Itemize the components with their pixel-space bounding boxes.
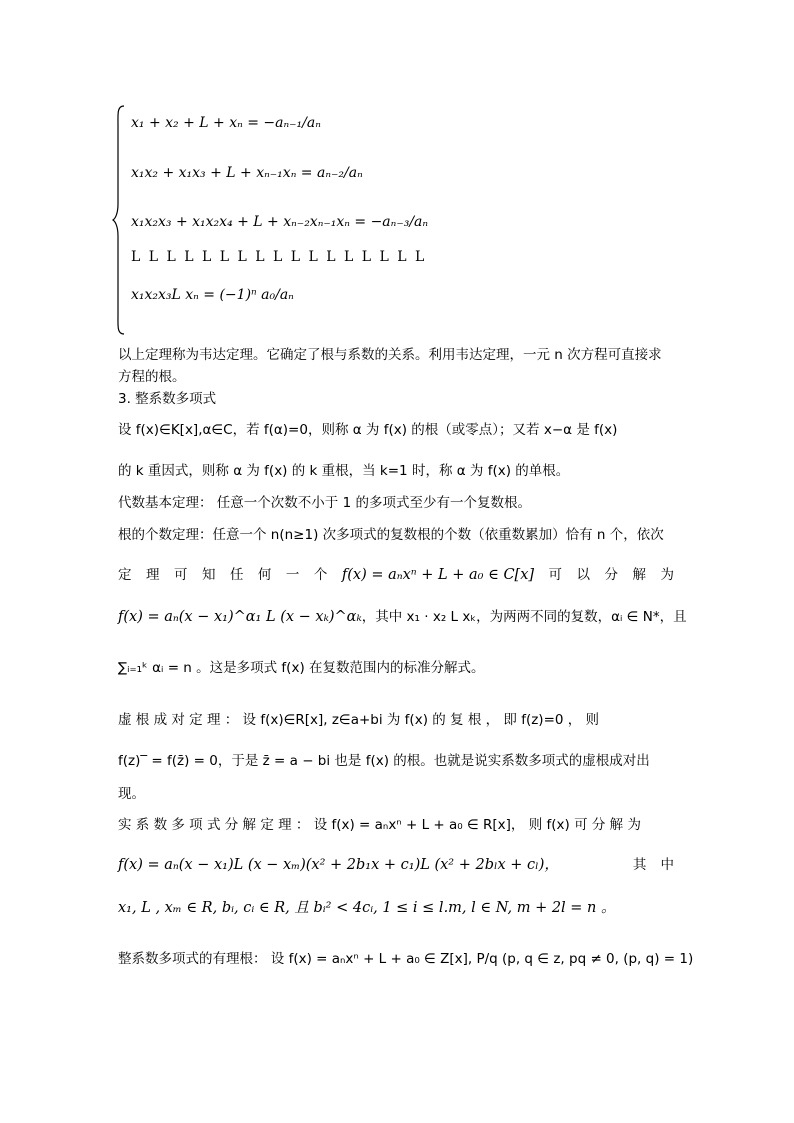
theorem-conjugate-roots-line1: 虚 根 成 对 定 理 ： 设 f(x)∈R[x], z∈a+bi 为 f(x) 的 复 根 ， 即 f(z)=0 ， 则 (118, 712, 600, 728)
text-distinct-roots: ，其中 x₁ · x₂ L xₖ，为两两不同的复数，αᵢ ∈ N*，且 (361, 609, 687, 625)
text-qi: 其 (632, 857, 647, 873)
spread-char: 理 (145, 567, 160, 583)
spread-char: 分 (604, 567, 618, 583)
theorem-root-count-line2 (118, 566, 674, 584)
section-heading: 3. 整系数多项式 (118, 391, 217, 407)
paragraph-vieta-summary-line2: 方程的根。 (118, 369, 186, 385)
theorem-real-factorization-line1: 实 系 数 多 项 式 分 解 定 理 ： 设 f(x) = aₙxⁿ + L + a₀ ∈ R[x]， 则 f(x) 可 分 解 为 (118, 817, 641, 833)
theorem-rational-roots: 整系数多项式的有理根： 设 f(x) = aₙxⁿ + L + a₀ ∈ Z[x], P/q (p, q ∈ z, pq ≠ 0, (p, q) = 1) (118, 951, 694, 967)
spread-char: 可 (173, 567, 188, 583)
theorem-conjugate-roots-line2: f(z)‾ = f(z̄) = 0，于是 z̄ = a − bi 也是 f(x) 的根。也就是说实系数多项式的虚根成对出 (118, 753, 650, 769)
spread-char: 个 (313, 567, 328, 583)
spread-char: 任 (229, 567, 244, 583)
vieta-row-1: x₁ + x₂ + L + xₙ = −aₙ₋₁/aₙ (131, 115, 321, 131)
formula-real-conditions: x₁, L , xₘ ∈ R, bᵢ, cᵢ ∈ R, 且 bᵢ² < 4cᵢ, 1 ≤ i ≤ l.m, l ∈ N, m + 2l = n 。 (118, 900, 616, 916)
spread-char: 可 (548, 567, 563, 583)
spread-char: 知 (201, 567, 216, 583)
spread-char: 为 (660, 567, 674, 583)
theorem-root-count-line3 (118, 608, 687, 626)
spread-char: 一 (285, 567, 300, 583)
theorem-root-count-line1: 根的个数定理：任意一个 n(n≥1) 次多项式的复数根的个数（依重数累加）恰有 n 个，依次 (118, 527, 664, 543)
paragraph-root-definition-line1: 设 f(x)∈K[x],α∈C，若 f(α)=0，则称 α 为 f(x) 的根（或零点）；又若 x−α 是 f(x) (118, 422, 618, 438)
spread-char: 解 (632, 567, 646, 583)
left-brace (112, 104, 126, 336)
formula-complex-factorization: f(x) = aₙ(x − x₁)^α₁ L (x − xₖ)^αₖ (118, 609, 362, 625)
vieta-row-4: L L L L L L L L L L L L L L L L L (131, 249, 427, 265)
theorem-fundamental-algebra: 代数基本定理： 任意一个次数不小于 1 的多项式至少有一个复数根。 (118, 495, 531, 511)
vieta-row-3: x₁x₂x₃ + x₁x₂x₄ + L + xₙ₋₂xₙ₋₁xₙ = −aₙ₋₃/aₙ (131, 214, 429, 230)
vieta-row-5: x₁x₂x₃L xₙ = (−1)ⁿ a₀/aₙ (131, 287, 294, 303)
spread-char: 以 (576, 567, 591, 583)
text-zhong: 中 (660, 857, 674, 873)
paragraph-vieta-summary-line1: 以上定理称为韦达定理。它确定了根与系数的关系。利用韦达定理，一元 n 次方程可直接求 (118, 347, 662, 363)
theorem-conjugate-roots-line3: 现。 (118, 786, 145, 802)
vieta-row-2: x₁x₂ + x₁x₃ + L + xₙ₋₁xₙ = aₙ₋₂/aₙ (131, 165, 363, 181)
formula-polynomial-c: f(x) = aₙxⁿ + L + a₀ ∈ C[x] (341, 567, 535, 583)
formula-real-factorization: f(x) = aₙ(x − x₁)L (x − xₘ)(x² + 2b₁x + c₁)L (x² + 2bₗx + cₗ)， (118, 857, 559, 873)
paragraph-root-definition-line2: 的 k 重因式，则称 α 为 f(x) 的 k 重根，当 k=1 时，称 α 为 f(x) 的单根。 (118, 463, 570, 479)
theorem-real-factorization-line3 (118, 899, 616, 917)
spread-char: 何 (257, 567, 272, 583)
theorem-real-factorization-line2 (118, 856, 674, 874)
spread-char: 定 (118, 567, 132, 583)
theorem-root-count-line4: ∑ᵢ₌₁ᵏ αᵢ = n 。这是多项式 f(x) 在复数范围内的标准分解式。 (118, 660, 485, 676)
